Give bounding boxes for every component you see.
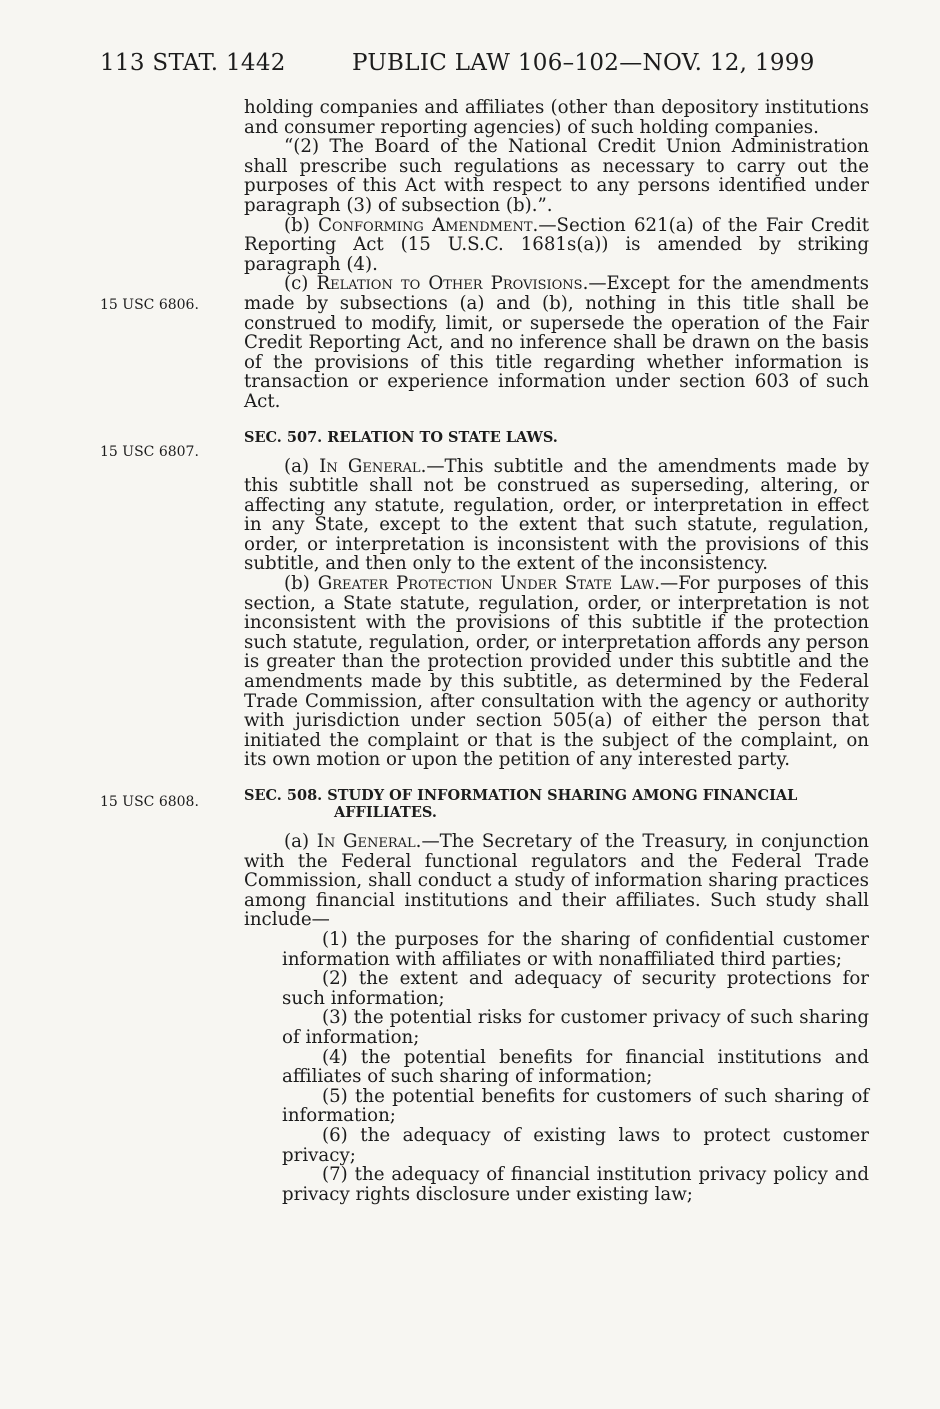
section-heading-line: AFFILIATES. <box>334 804 437 821</box>
paragraph-heading: Conforming Amendment <box>318 214 533 236</box>
list-item: (6) the adequacy of existing laws to protect customer privacy; <box>282 1124 869 1166</box>
paragraph-heading: Greater Protection Under State Law <box>317 573 655 595</box>
list-item: (3) the potential risks for customer privacy of such sharing of information; <box>282 1007 869 1048</box>
margin-citation: 15 USC 6808. <box>100 794 199 810</box>
list-item: (4) the potential benefits for financial institutions and affiliates of such sharing of information; <box>282 1046 869 1088</box>
paragraph-text: .—Section 621(a) of the Fair Credit Reporting Act (15 U.S.C. 1681s(a)) is amended by striking paragraph (4). <box>244 214 869 275</box>
list-item: (2) the extent and adequacy of security protections for such information; <box>282 968 869 1009</box>
paragraph-text: .—Except for the amendments made by subsections (a) and (b), nothing in this title shall be construed to modify, limit, or supersede the operation of the Fair Credit Reporting Act, and no inference shall be drawn on the basis of the provisions of this title regarding whether information is transaction or experience information under section 603 of such Act. <box>244 273 869 412</box>
statute-page-number: 113 STAT. 1442 <box>100 50 286 76</box>
paragraph <box>244 832 869 930</box>
paragraph-heading: In General <box>319 455 421 477</box>
paragraph-lead: (c) <box>284 273 317 295</box>
paragraph-heading: In General <box>316 831 416 852</box>
paragraph: holding companies and affiliates (other than depository institutions and consumer reporting agencies) of such holding companies. <box>244 97 869 138</box>
paragraph-lead: (a) <box>284 831 317 852</box>
page-header <box>0 50 940 84</box>
paragraph <box>244 274 869 411</box>
section-heading: SEC. 507. RELATION TO STATE LAWS. <box>244 428 558 446</box>
paragraph-text: .—The Secretary of the Treasury, in conjunction with the Federal functional regulators and the Federal Trade Commission, shall conduct a study of information sharing practices among financial institutions and their affiliates. Such study shall include— <box>244 831 869 931</box>
paragraph <box>244 574 869 770</box>
paragraph-text: .—For purposes of this section, a State statute, regulation, order, or interpretation is not inconsistent with the provisions of this subtitle if the protection such statute, regulation, order, or interpretation affords any person is greater than the protection provided under this subtitle and the amendments made by this subtitle, as determined by the Federal Trade Commission, after consultation with the agency or authority with jurisdiction under section 505(a) of either the person that initiated the complaint or that is the subject of the complaint, on its own motion or upon the petition of any interested party. <box>244 573 869 771</box>
list-item: (7) the adequacy of financial institution privacy policy and privacy rights disclosure under existing law; <box>282 1164 869 1205</box>
margin-citation: 15 USC 6806. <box>100 297 199 313</box>
paragraph <box>244 216 869 275</box>
paragraph <box>244 457 869 575</box>
list-item: (5) the potential benefits for customers of such sharing of information; <box>282 1085 869 1127</box>
section-heading-line: SEC. 508. STUDY OF INFORMATION SHARING AMONG FINANCIAL <box>244 787 798 804</box>
paragraph-heading: Relation to Other Provisions <box>316 273 583 295</box>
paragraph: “(2) The Board of the National Credit Union Administration shall prescribe such regulations as necessary to carry out the purposes of this Act with respect to any persons identified under paragraph (3) of subsection (b).”. <box>244 136 869 216</box>
paragraph-text: .—This subtitle and the amendments made by this subtitle shall not be construed as superseding, altering, or affecting any statute, regulation, order, or interpretation in effect in any State, except to the extent that such statute, regulation, order, or interpretation is inconsistent with the provisions of this subtitle, and then only to the extent of the inconsistency. <box>244 455 869 575</box>
list-item: (1) the purposes for the sharing of confidential customer information with affiliates or with nonaffiliated third parties; <box>282 928 869 970</box>
margin-citation: 15 USC 6807. <box>100 444 199 460</box>
document-body <box>244 98 869 1204</box>
paragraph-lead: (a) <box>284 455 320 477</box>
paragraph-lead: (b) <box>284 214 319 236</box>
law-title: PUBLIC LAW 106–102—NOV. 12, 1999 <box>352 50 815 76</box>
section-heading <box>244 787 869 821</box>
paragraph-lead: (b) <box>284 573 318 595</box>
